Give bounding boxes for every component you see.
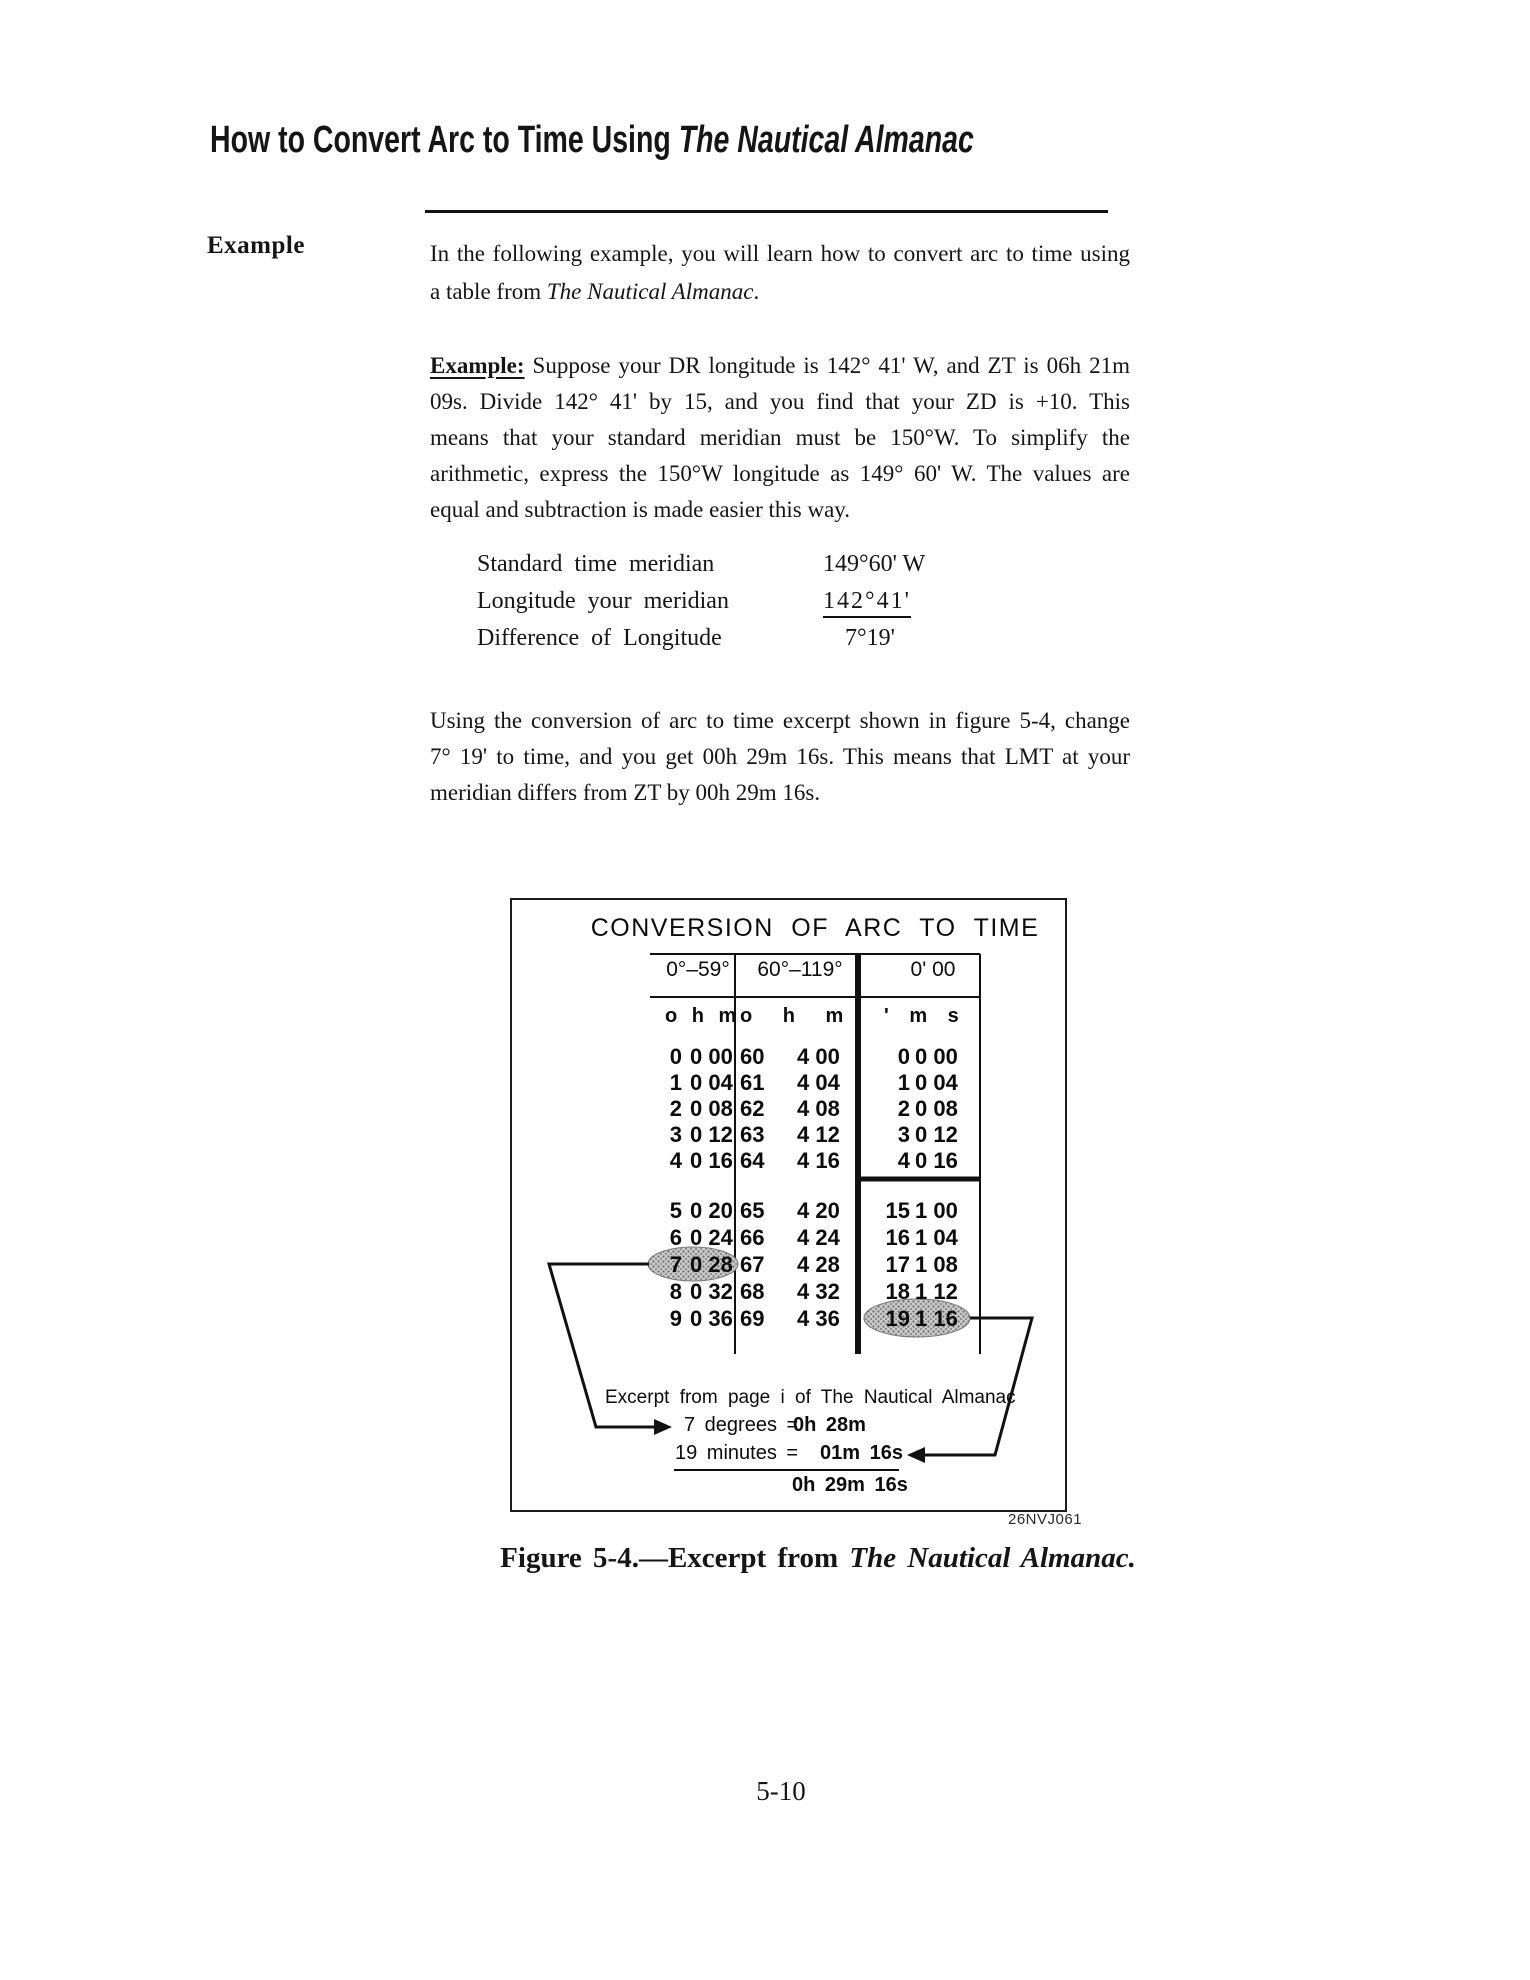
cell-c2d: 62 (740, 1096, 765, 1121)
text-segment: . (753, 279, 760, 304)
cell-c2t: 4 24 (797, 1225, 840, 1250)
cell-c3m: 15 (885, 1198, 910, 1223)
figure-table-row (512, 1148, 1065, 1172)
subheader-ohm-1: o h m (665, 1005, 737, 1027)
cell-c3m: 4 (897, 1148, 910, 1173)
text-line (430, 273, 1130, 311)
column-header-60-119: 60°–119° (757, 958, 843, 981)
text-segment: meridian differs from ZT by 00h 29m 16s. (430, 780, 821, 805)
figure-table-row (512, 1044, 1065, 1068)
figure-table-row (512, 1070, 1065, 1094)
cell-c2t: 4 00 (797, 1044, 840, 1069)
worksheet-row (477, 625, 925, 662)
cell-c3t: 0 00 (915, 1044, 958, 1069)
cell-c2t: 4 20 (797, 1198, 840, 1223)
worksheet-value: 149°60' W (823, 551, 926, 577)
longitude-worksheet (477, 551, 925, 662)
cell-c3t: 0 04 (915, 1070, 958, 1095)
cell-c1d: 8 (669, 1279, 682, 1304)
text-segment: In the following example, you will learn how to convert arc to time using (430, 241, 1130, 266)
worksheet-label: Difference of Longitude (477, 625, 722, 651)
cell-c2d: 67 (740, 1252, 765, 1277)
page-title (210, 119, 974, 162)
text-line (430, 456, 1130, 492)
cell-c1d: 5 (669, 1198, 682, 1223)
text-line (430, 384, 1130, 420)
cell-c2t: 4 32 (797, 1279, 840, 1304)
cell-c2t: 4 36 (797, 1306, 840, 1331)
cell-c1d: 1 (669, 1070, 682, 1095)
cell-c3t: 1 00 (915, 1198, 958, 1223)
cell-c3t: 1 12 (915, 1279, 958, 1304)
worksheet-row (477, 551, 925, 588)
page-title-italic: The Nautical Almanac (678, 119, 974, 162)
text-segment: The Nautical Almanac (546, 279, 754, 304)
cell-c1t: 0 20 (690, 1198, 733, 1223)
cell-c2d: 65 (740, 1198, 765, 1223)
cell-c3m: 3 (897, 1122, 910, 1147)
cell-c3t: 0 08 (915, 1096, 958, 1121)
worksheet-label: Standard time meridian (477, 551, 715, 577)
cell-c1t: 0 28 (690, 1252, 733, 1277)
cell-c2d: 68 (740, 1279, 765, 1304)
cell-c3t: 0 12 (915, 1122, 958, 1147)
text-segment: Example: (430, 353, 525, 378)
cell-c1d: 6 (669, 1225, 682, 1250)
cell-c2d: 61 (740, 1070, 765, 1095)
worksheet-row (477, 588, 925, 625)
figure-table-row (512, 1252, 1065, 1276)
calc-sum-rule (674, 1469, 899, 1471)
text-line (430, 348, 1130, 384)
cell-c1d: 7 (669, 1252, 682, 1277)
text-line (430, 420, 1130, 456)
cell-c3m: 0 (897, 1044, 910, 1069)
cell-c3m: 1 (897, 1070, 910, 1095)
cell-c1t: 0 24 (690, 1225, 733, 1250)
cell-c3m: 16 (885, 1225, 910, 1250)
cell-c3m: 18 (885, 1279, 910, 1304)
cell-c1t: 0 12 (690, 1122, 733, 1147)
column-header-0-59: 0°–59° (666, 958, 730, 981)
text-segment: arithmetic, express the 150°W longitude as 149° 60' W. The values are (430, 461, 1130, 486)
figure-table-row (512, 1122, 1065, 1146)
subheader-ms: ' m s (884, 1005, 959, 1027)
cell-c1d: 9 (669, 1306, 682, 1331)
cell-c3m: 17 (885, 1252, 910, 1277)
figure-reference-code: 26NVJ061 (1008, 1511, 1083, 1528)
figure-table-title: CONVERSION OF ARC TO TIME (590, 914, 1040, 942)
text-segment: Suppose your DR longitude is 142° 41' W, and ZT is 06h 21m (524, 353, 1130, 378)
cell-c2d: 69 (740, 1306, 765, 1331)
worksheet-value: 7°19' (845, 625, 895, 651)
header-rule (425, 210, 1108, 213)
cell-c3m: 19 (885, 1306, 910, 1331)
text-segment: 7° 19' to time, and you get 00h 29m 16s. This means that LMT at your (430, 744, 1130, 769)
calc-line1-value: 0h 28m (793, 1414, 866, 1436)
cell-c1t: 0 08 (690, 1096, 733, 1121)
text-segment: a table from (430, 279, 547, 304)
cell-c2t: 4 04 (797, 1070, 840, 1095)
example-sidebar-label: Example (207, 232, 305, 259)
cell-c3t: 1 16 (915, 1306, 958, 1331)
figure-caption (500, 1542, 1136, 1575)
text-line (430, 775, 1130, 811)
cell-c1t: 0 16 (690, 1148, 733, 1173)
cell-c2t: 4 16 (797, 1148, 840, 1173)
figure-5-4 (510, 898, 1067, 1512)
worksheet-value: 142°41' (823, 588, 911, 618)
cell-c1d: 4 (669, 1148, 682, 1173)
cell-c1t: 0 36 (690, 1306, 733, 1331)
cell-c1t: 0 04 (690, 1070, 733, 1095)
text-segment: Using the conversion of arc to time excerpt shown in figure 5-4, change (430, 708, 1130, 733)
text-line (430, 492, 1130, 528)
cell-c1d: 3 (669, 1122, 682, 1147)
calc-line1-label: 7 degrees = (684, 1414, 799, 1436)
closing-paragraph (430, 703, 1130, 811)
cell-c3t: 1 08 (915, 1252, 958, 1277)
text-line (430, 739, 1130, 775)
cell-c2d: 66 (740, 1225, 765, 1250)
cell-c2t: 4 08 (797, 1096, 840, 1121)
cell-c1t: 0 00 (690, 1044, 733, 1069)
figure-caption-italic: The Nautical Almanac. (849, 1542, 1136, 1574)
figure-table-row (512, 1279, 1065, 1303)
calc-line2-value: 01m 16s (820, 1442, 903, 1464)
cell-c2d: 63 (740, 1122, 765, 1147)
figure-caption-text: Figure 5-4.—Excerpt from (500, 1542, 850, 1574)
cell-c2t: 4 12 (797, 1122, 840, 1147)
text-segment: equal and subtraction is made easier this way. (430, 497, 851, 522)
example-body-paragraph (430, 348, 1130, 528)
page-number: 5-10 (756, 1776, 806, 1806)
text-line (430, 703, 1130, 739)
cell-c2t: 4 28 (797, 1252, 840, 1277)
calc-line2-label: 19 minutes = (675, 1442, 799, 1464)
cell-c1d: 2 (669, 1096, 682, 1121)
cell-c1d: 0 (669, 1044, 682, 1069)
calc-total: 0h 29m 16s (792, 1474, 908, 1496)
subheader-ohm-2: o h m (740, 1005, 844, 1027)
worksheet-label: Longitude your meridian (477, 588, 729, 614)
cell-c3t: 0 16 (915, 1148, 958, 1173)
page-title-text: How to Convert Arc to Time Using (210, 119, 679, 162)
cell-c2d: 60 (740, 1044, 765, 1069)
cell-c3t: 1 04 (915, 1225, 958, 1250)
figure-table-row (512, 1225, 1065, 1249)
cell-c2d: 64 (740, 1148, 765, 1173)
excerpt-note: Excerpt from page i of The Nautical Almanac (605, 1387, 1016, 1408)
cell-c3m: 2 (897, 1096, 910, 1121)
text-segment: means that your standard meridian must be 150°W. To simplify the (430, 425, 1130, 450)
text-line (430, 235, 1130, 273)
text-segment: 09s. Divide 142° 41' by 15, and you find that your ZD is +10. This (430, 389, 1130, 414)
figure-table-row (512, 1198, 1065, 1222)
column-header-minutes: 0' 00 (910, 958, 956, 981)
figure-table-row (512, 1306, 1065, 1330)
figure-table-row (512, 1096, 1065, 1120)
cell-c1t: 0 32 (690, 1279, 733, 1304)
intro-paragraph (430, 235, 1130, 311)
